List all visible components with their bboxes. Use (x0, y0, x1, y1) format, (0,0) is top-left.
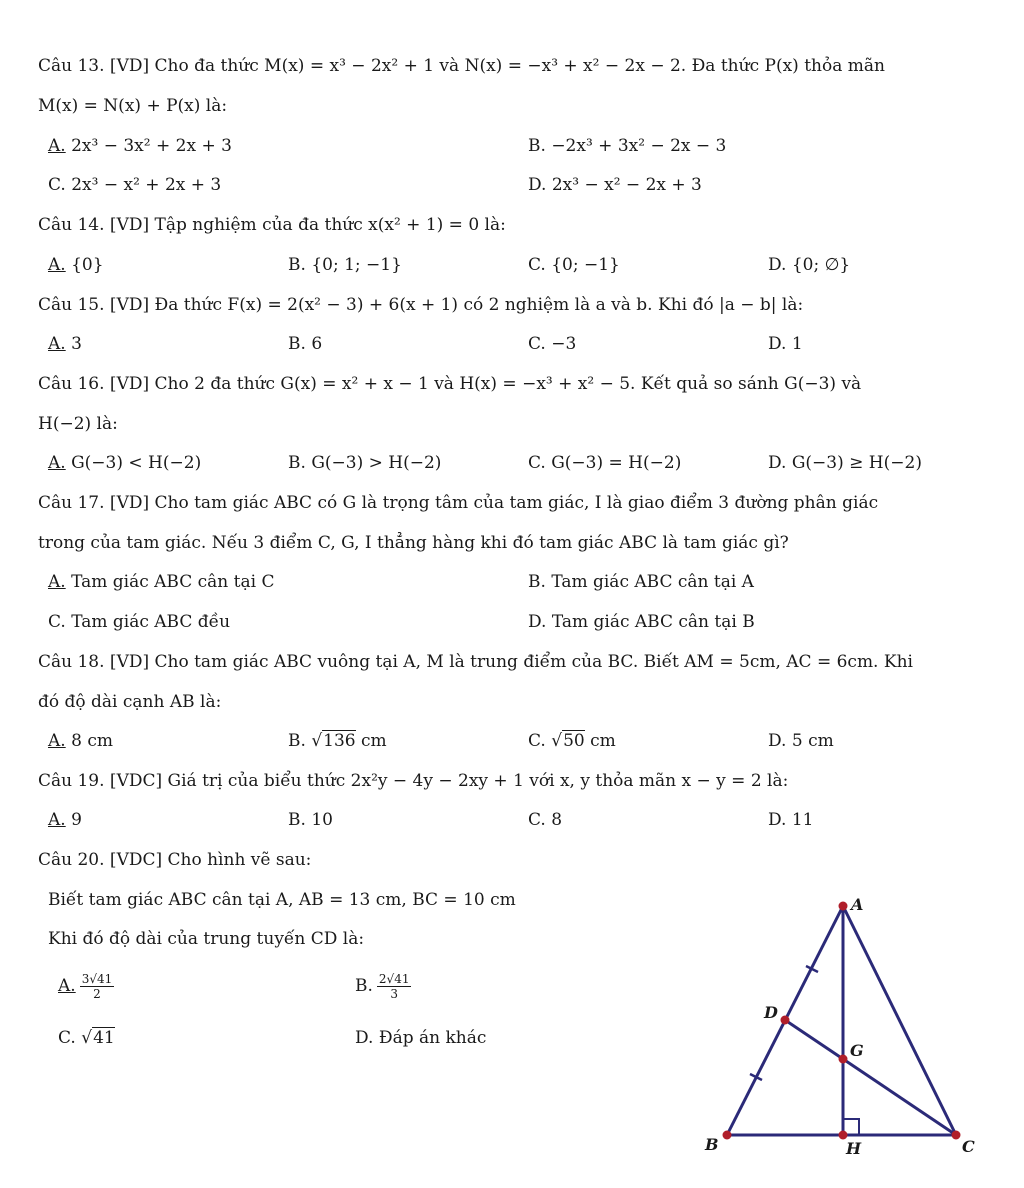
q13-option-b: B. −2x³ + 3x² − 2x − 3 (528, 136, 727, 156)
q17-stem-line2: trong của tam giác. Nếu 3 điểm C, G, I thẳng hàng khi đó tam giác ABC là tam giác gì? (38, 533, 789, 553)
q20-option-d: D. Đáp án khác (355, 1028, 487, 1048)
side-ac (843, 906, 956, 1135)
q20-option-b: B. $\frac{2√41}{3}$ (355, 972, 410, 1001)
q14-option-c: C. {0; −1} (528, 255, 620, 275)
q20-stem-line1: Câu 20. [VDC] Cho hình vẽ sau: (38, 850, 312, 870)
q19-option-b: B. 10 (288, 810, 333, 830)
q17-option-d: D. Tam giác ABC cân tại B (528, 612, 755, 632)
q20-option-a: A. $\frac{3√41}{2}$ (58, 972, 113, 1001)
q15-stem-line1: Câu 15. [VD] Đa thức F(x) = 2(x² − 3) + 6(x + 1) có 2 nghiệm là a và b. Khi đó |a − b| là: (38, 295, 804, 315)
q16-option-c: C. G(−3) = H(−2) (528, 453, 682, 473)
q16-option-a: A. G(−3) < H(−2) (48, 453, 202, 473)
q13-option-c: C. 2x³ − x² + 2x + 3 (48, 175, 222, 195)
label-h: H (846, 1139, 862, 1158)
median-cd (785, 1020, 956, 1135)
q20-option-c: C. √41 (58, 1028, 115, 1048)
q20-given-line1: Biết tam giác ABC cân tại A, AB = 13 cm, BC = 10 cm (48, 890, 516, 910)
q13-stem-line2: M(x) = N(x) + P(x) là: (38, 96, 228, 116)
q14-option-d: D. {0; ∅} (768, 255, 851, 275)
q18-option-b: B. √136 cm (288, 731, 387, 751)
point-g (839, 1055, 848, 1064)
q14-option-a: A. {0} (48, 255, 104, 275)
q20-given-line2: Khi đó độ dài của trung tuyến CD là: (48, 929, 365, 949)
label-a: A (851, 895, 864, 914)
q18-option-d: D. 5 cm (768, 731, 834, 751)
q16-stem-line1: Câu 16. [VD] Cho 2 đa thức G(x) = x² + x − 1 và H(x) = −x³ + x² − 5. Kết quả so sánh G(−3) và (38, 374, 862, 394)
q19-option-d: D. 11 (768, 810, 814, 830)
q13-option-d: D. 2x³ − x² − 2x + 3 (528, 175, 702, 195)
q16-option-d: D. G(−3) ≥ H(−2) (768, 453, 922, 473)
q15-option-a: A. 3 (48, 334, 82, 354)
q17-option-a: A. Tam giác ABC cân tại C (48, 572, 275, 592)
q19-option-a: A. 9 (48, 810, 82, 830)
q19-option-c: C. 8 (528, 810, 563, 830)
q18-stem-line1: Câu 18. [VD] Cho tam giác ABC vuông tại A, M là trung điểm của BC. Biết AM = 5cm, AC = 6cm. Khi (38, 652, 913, 672)
q17-option-c: C. Tam giác ABC đều (48, 612, 231, 632)
q14-stem-line1: Câu 14. [VD] Tập nghiệm của đa thức x(x² + 1) = 0 là: (38, 215, 506, 235)
q17-stem-line1: Câu 17. [VD] Cho tam giác ABC có G là trọng tâm của tam giác, I là giao điểm 3 đường phân giác (38, 493, 879, 513)
label-d: D (764, 1003, 778, 1022)
q15-option-b: B. 6 (288, 334, 323, 354)
point-c (952, 1131, 961, 1140)
q16-stem-line2: H(−2) là: (38, 414, 118, 434)
q16-option-b: B. G(−3) > H(−2) (288, 453, 442, 473)
q13-option-a: A. 2x³ − 3x² + 2x + 3 (48, 136, 232, 156)
q15-option-d: D. 1 (768, 334, 803, 354)
q13-stem-line1: Câu 13. [VD] Cho đa thức M(x) = x³ − 2x² + 1 và N(x) = −x³ + x² − 2x − 2. Đa thức P(x) thỏa mãn (38, 56, 885, 76)
q14-option-b: B. {0; 1; −1} (288, 255, 402, 275)
point-a (839, 902, 848, 911)
q19-stem-line1: Câu 19. [VDC] Giá trị của biểu thức 2x²y − 4y − 2xy + 1 với x, y thỏa mãn x − y = 2 là: (38, 771, 789, 791)
label-g: G (850, 1041, 864, 1060)
point-b (723, 1131, 732, 1140)
label-b: B (705, 1135, 719, 1154)
q18-stem-line2: đó độ dài cạnh AB là: (38, 692, 222, 712)
q18-option-c: C. √50 cm (528, 731, 616, 751)
q15-option-c: C. −3 (528, 334, 577, 354)
q18-option-a: A. 8 cm (48, 731, 113, 751)
point-d (781, 1016, 790, 1025)
label-c: C (962, 1137, 975, 1156)
q17-option-b: B. Tam giác ABC cân tại A (528, 572, 754, 592)
